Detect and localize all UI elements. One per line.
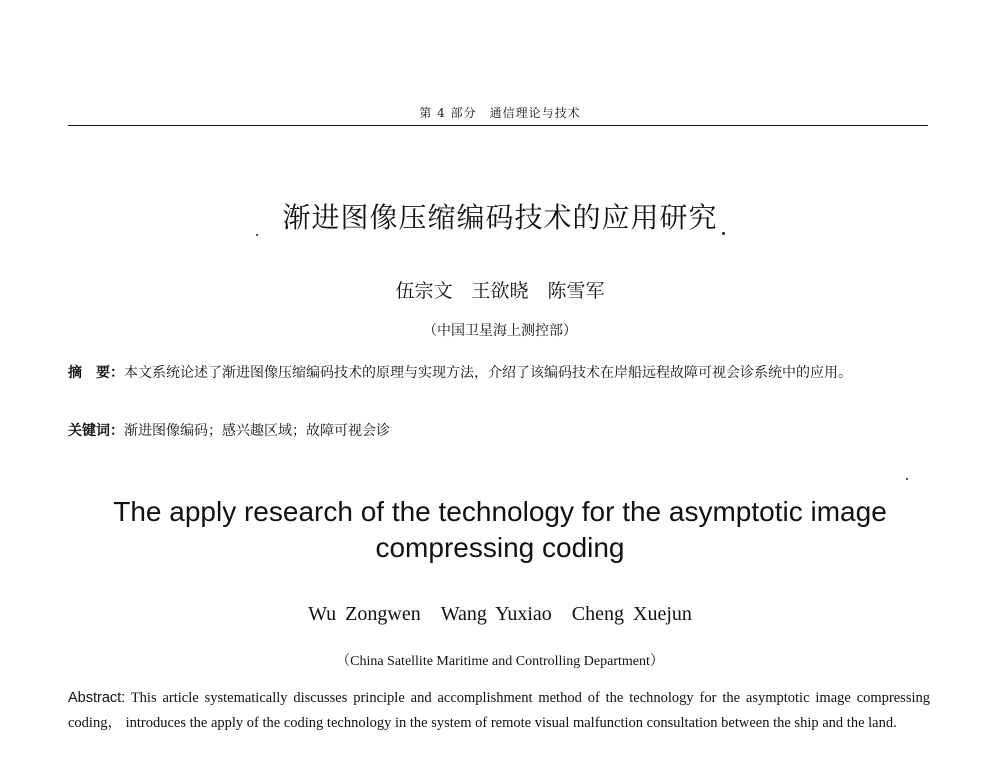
scan-speck: [722, 232, 725, 235]
english-authors: [0, 603, 1000, 626]
chinese-authors: 伍宗文 王欲晓 陈雪军: [395, 280, 605, 302]
scan-speck: [256, 234, 258, 236]
header-rule: [68, 125, 928, 126]
english-title-line-1: The apply research of the technology for the asymptotic image: [113, 496, 887, 527]
chinese-abstract-label: 摘 要：: [68, 365, 124, 381]
chinese-keywords-text: 渐进图像编码；感兴趣区域；故障可视会诊: [124, 423, 390, 439]
author-2: Wang Yuxiao: [440, 603, 552, 625]
chinese-affiliation: （中国卫星海上测控部）: [423, 323, 577, 339]
english-abstract-text: This article systematically discusses principle and accomplishment method of the technology for the asymptotic image compressing coding， introduces the apply of the coding technology in the system of remote visual malfunction consultation between the ship and the land.: [68, 690, 930, 731]
english-affiliation: （China Satellite Maritime and Controlling Department）: [336, 654, 664, 669]
english-abstract: [68, 686, 930, 736]
chinese-abstract-text: 本文系统论述了渐进图像压缩编码技术的原理与实现方法，介绍了该编码技术在岸船远程故障可视会诊系统中的应用。: [124, 365, 852, 381]
english-abstract-label: Abstract:: [68, 690, 126, 706]
chinese-title: 渐进图像压缩编码技术的应用研究: [282, 201, 718, 234]
running-header: 第 4 部分 通信理论与技术: [419, 106, 581, 120]
chinese-keywords: [68, 419, 930, 444]
scan-speck: [906, 478, 908, 480]
english-title-line-2: compressing coding: [375, 532, 625, 563]
author-1: Wu Zongwen: [308, 603, 421, 625]
chinese-abstract: [68, 361, 930, 386]
author-3: Cheng Xuejun: [571, 603, 692, 625]
english-title: [40, 494, 960, 566]
chinese-keywords-label: 关键词：: [68, 423, 124, 439]
